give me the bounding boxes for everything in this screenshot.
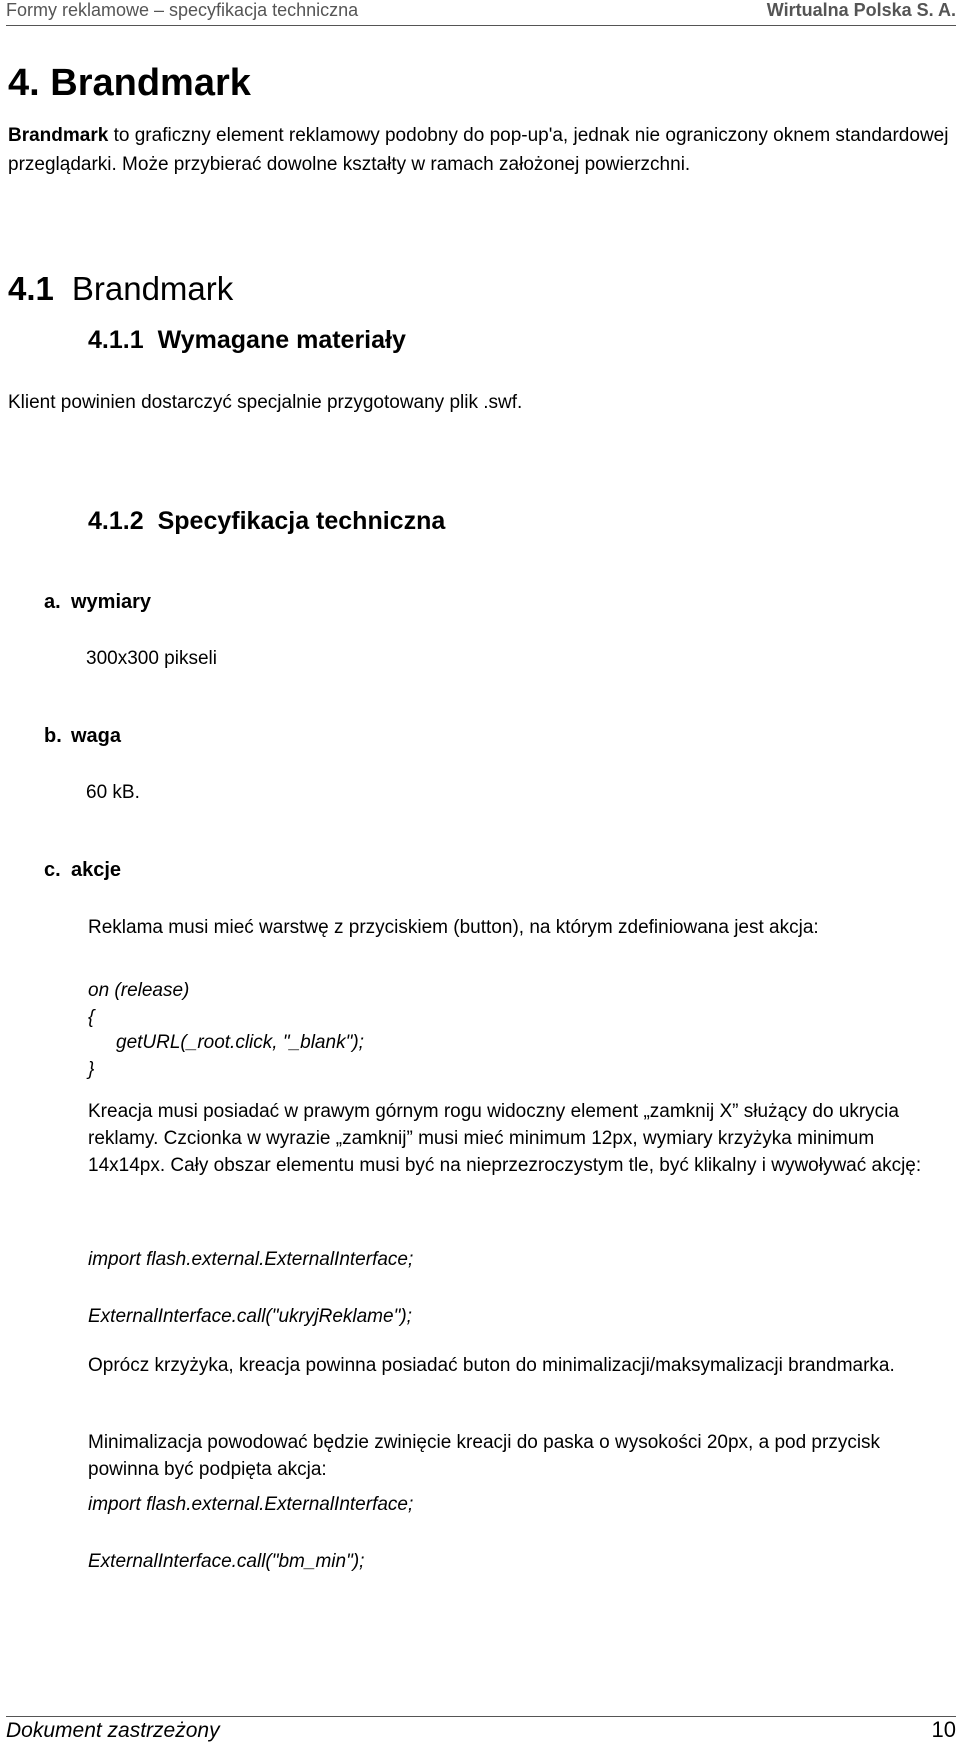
spec-heading (88, 507, 445, 536)
code-line-open-brace: { (88, 1007, 95, 1028)
spec-item-a-title: wymiary (71, 591, 152, 613)
intro-term: Brandmark (8, 125, 109, 146)
actions-paragraph-1: Reklama musi mieć warstwę z przyciskiem (button), na którym zdefiniowana jest akcja: (88, 917, 819, 938)
code-line-ukryj: ExternalInterface.call("ukryjReklame"); (88, 1306, 412, 1327)
subsection-number: 4.1 (8, 270, 54, 307)
spec-item-c-title: akcje (71, 859, 122, 881)
intro-text: to graficzny element reklamowy podobny do pop-up'a, jednak nie ograniczony oknem standardowej przeglądarki. Może przybierać dowolne kształty w ramach założonej powierzchni. (8, 125, 949, 175)
actions-paragraph-4: Minimalizacja powodować będzie zwinięcie kreacji do paska o wysokości 20px, a pod przycisk powinna być podpięta akcja: (88, 1432, 881, 1480)
code-line-on-release: on (release) (88, 980, 190, 1001)
materials-number: 4.1.1 (88, 326, 144, 354)
spec-item-c-mark: c. (44, 859, 61, 881)
spec-item-a-value: 300x300 pikseli (86, 648, 217, 669)
spec-item-b-mark: b. (44, 725, 62, 747)
code-line-close-brace: } (88, 1059, 95, 1080)
spec-item-a-label (44, 591, 151, 614)
materials-title: Wymagane materiały (157, 326, 406, 354)
spec-item-b-value: 60 kB. (86, 782, 140, 803)
code-line-geturl: getURL(_root.click, "_blank"); (116, 1032, 364, 1053)
subsection-title: Brandmark (71, 270, 234, 307)
materials-text: Klient powinien dostarczyć specjalnie przygotowany plik .swf. (8, 392, 523, 413)
header-company: Wirtualna Polska S. A. (766, 0, 956, 20)
spec-title: Specyfikacja techniczna (157, 507, 446, 535)
spec-item-a-mark: a. (44, 591, 61, 613)
page-number: 10 (931, 1717, 956, 1742)
header-title: Formy reklamowe – specyfikacja techniczna (6, 0, 359, 20)
spec-item-b-title: waga (71, 725, 122, 747)
materials-heading (88, 326, 406, 355)
footer-notice: Dokument zastrzeżony (6, 1719, 220, 1742)
actions-paragraph-2: Kreacja musi posiadać w prawym górnym rogu widoczny element „zamknij X” służący do ukrycia reklamy. Czcionka w wyrazie „zamknij” musi mieć minimum 12px, wymiary krzyżyka minimum 14x14px. Cały obszar elementu musi być na nieprzezroczystym tle, być klikalny i wywoływać akcję: (88, 1101, 922, 1176)
code-line-import-2: import flash.external.ExternalInterface; (88, 1494, 414, 1515)
spec-number: 4.1.2 (88, 507, 144, 535)
subsection-heading (8, 270, 233, 308)
spec-item-b-label (44, 725, 121, 748)
footer-divider (6, 1716, 956, 1717)
header-divider (6, 25, 956, 26)
intro-paragraph (8, 122, 956, 179)
code-line-bm-min: ExternalInterface.call("bm_min"); (88, 1551, 365, 1572)
spec-item-c-label (44, 859, 121, 882)
section-heading: 4. Brandmark (8, 62, 251, 104)
actions-paragraph-3: Oprócz krzyżyka, kreacja powinna posiadać buton do minimalizacji/maksymalizacji brandmarka. (88, 1355, 895, 1376)
code-line-import-1: import flash.external.ExternalInterface; (88, 1249, 414, 1270)
